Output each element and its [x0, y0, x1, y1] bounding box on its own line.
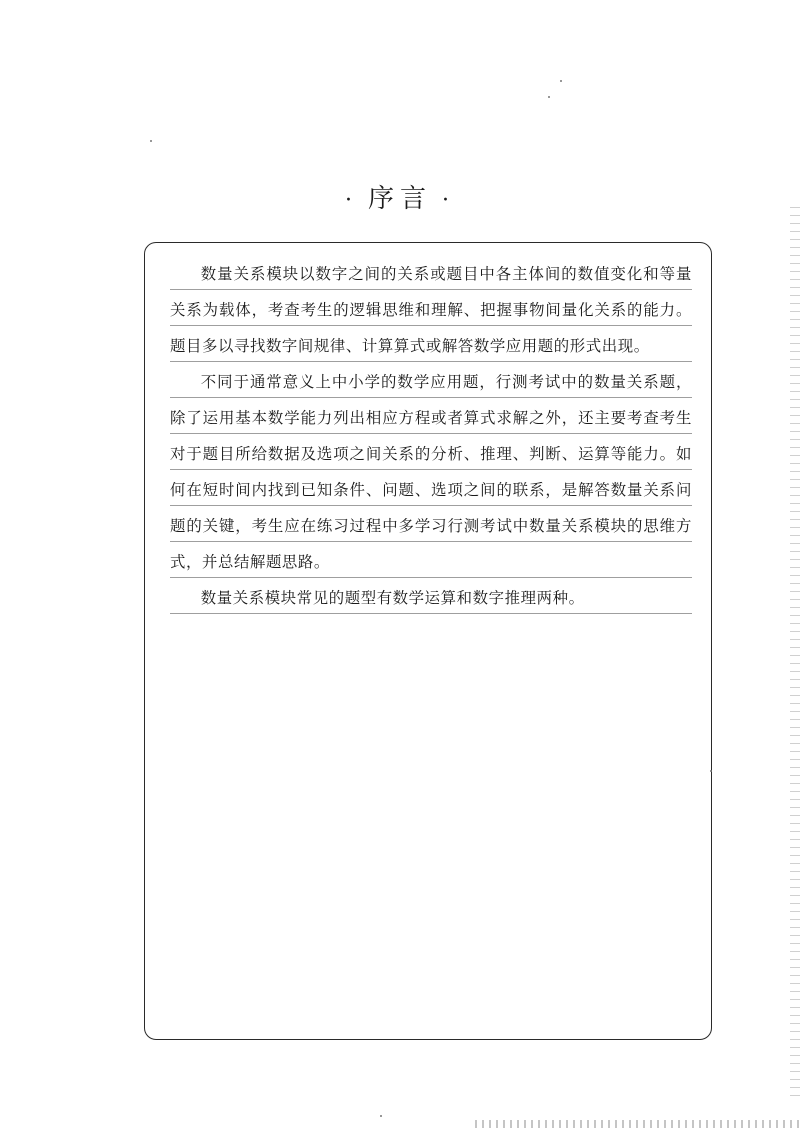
title-right-dot: · — [442, 188, 455, 213]
scan-edge-noise — [790, 200, 800, 1100]
scan-speck — [560, 80, 562, 82]
paragraph-2: 不同于通常意义上中小学的数学应用题，行测考试中的数量关系题，除了运用基本数学能力列出相应方程或者算式求解之外，还主要考查考生对于题目所给数据及选项之间关系的分析、推理、判断、运算等能力。如何在短时间内找到已知条件、问题、选项之间的联系，是解答数量关系问题的关键，考生应在练习过程中多学习行测考试中数量关系模块的思维方式，并总结解题思路。 — [170, 364, 692, 580]
scan-bottom-noise — [470, 1120, 800, 1128]
scan-speck — [710, 770, 712, 772]
title-left-dot: · — [344, 188, 358, 213]
scan-speck — [380, 1115, 382, 1117]
paragraph-1: 数量关系模块以数字之间的关系或题目中各主体间的数值变化和等量关系为载体，考查考生的逻辑思维和理解、把握事物间量化关系的能力。题目多以寻找数字间规律、计算算式或解答数学应用题的形式出现。 — [170, 256, 692, 364]
preface-body — [170, 256, 692, 616]
page-title — [0, 178, 800, 215]
scan-speck — [150, 140, 152, 142]
title-text: 序言 — [367, 184, 432, 214]
scan-speck — [548, 96, 550, 98]
paragraph-3: 数量关系模块常见的题型有数学运算和数字推理两种。 — [170, 580, 692, 616]
